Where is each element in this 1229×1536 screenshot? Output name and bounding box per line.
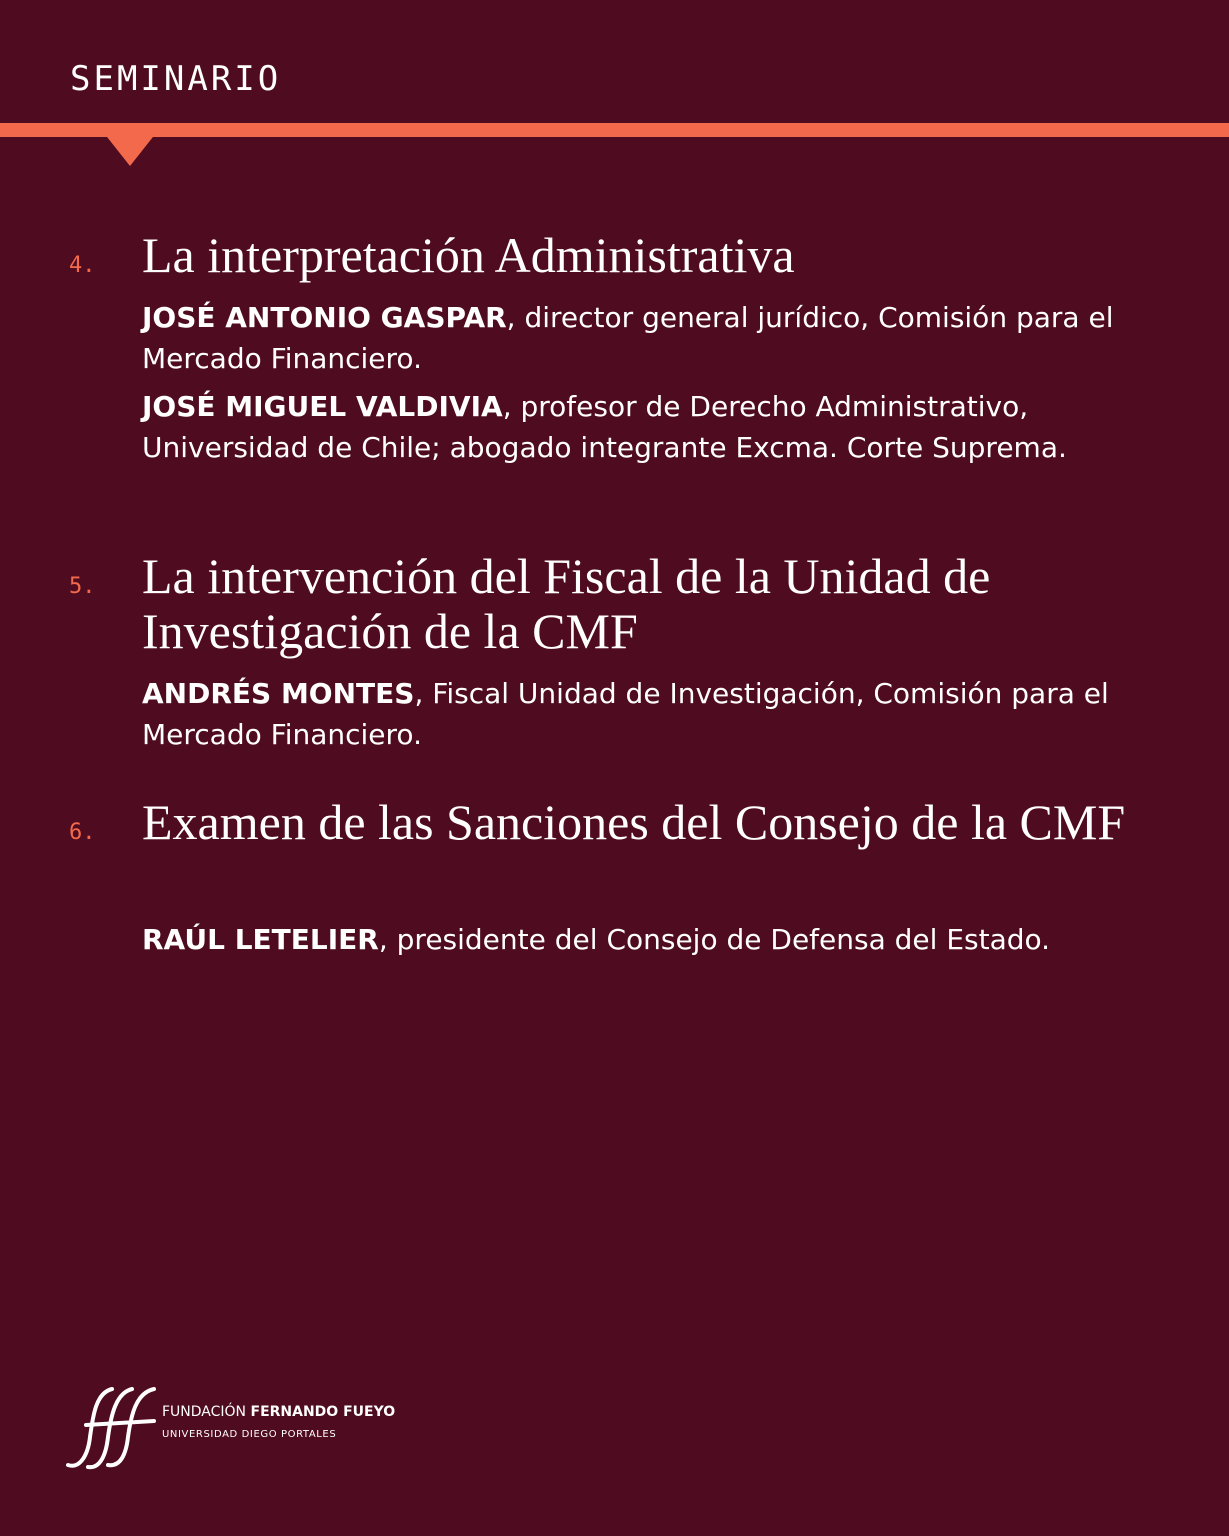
foundation-prefix: FUNDACIÓN xyxy=(162,1404,247,1420)
university-name: UNIVERSIDAD DIEGO PORTALES xyxy=(162,1429,337,1440)
speaker-name: JOSÉ MIGUEL VALDIVIA xyxy=(142,390,503,423)
item-number: 6. xyxy=(69,820,96,845)
speaker-entry xyxy=(142,297,1182,379)
speaker-role: , presidente del Consejo de Defensa del Estado. xyxy=(378,923,1051,956)
item-title: Examen de las Sanciones del Consejo de la CMF xyxy=(142,794,1126,850)
item-title: La interpretación Administrativa xyxy=(142,227,795,283)
speaker-name: ANDRÉS MONTES xyxy=(142,677,415,710)
section-label: SEMINARIO xyxy=(70,59,282,99)
item-title: La intervención del Fiscal de la Unidad de Investigación de la CMF xyxy=(142,548,991,659)
speaker-entry xyxy=(142,386,1182,468)
item-number: 4. xyxy=(69,253,96,278)
divider-chevron xyxy=(0,110,1229,180)
speaker-name: JOSÉ ANTONIO GASPAR xyxy=(142,301,507,334)
speaker-entry xyxy=(142,673,1182,755)
foundation-title: FERNANDO FUEYO xyxy=(250,1404,396,1420)
speaker-role: , profesor de Derecho Administrativo, Universidad de Chile; abogado integrante Excma. Corte Suprema. xyxy=(142,390,1067,464)
speaker-role: , Fiscal Unidad de Investigación, Comisión para el Mercado Financiero. xyxy=(142,677,1109,751)
speaker-name: RAÚL LETELIER xyxy=(142,923,379,956)
speaker-entry xyxy=(142,919,1182,960)
foundation-name xyxy=(162,1405,395,1419)
speaker-role: , director general jurídico, Comisión para el Mercado Financiero. xyxy=(142,301,1114,375)
item-number: 5. xyxy=(69,574,96,599)
fff-monogram-logo-icon xyxy=(66,1385,158,1471)
